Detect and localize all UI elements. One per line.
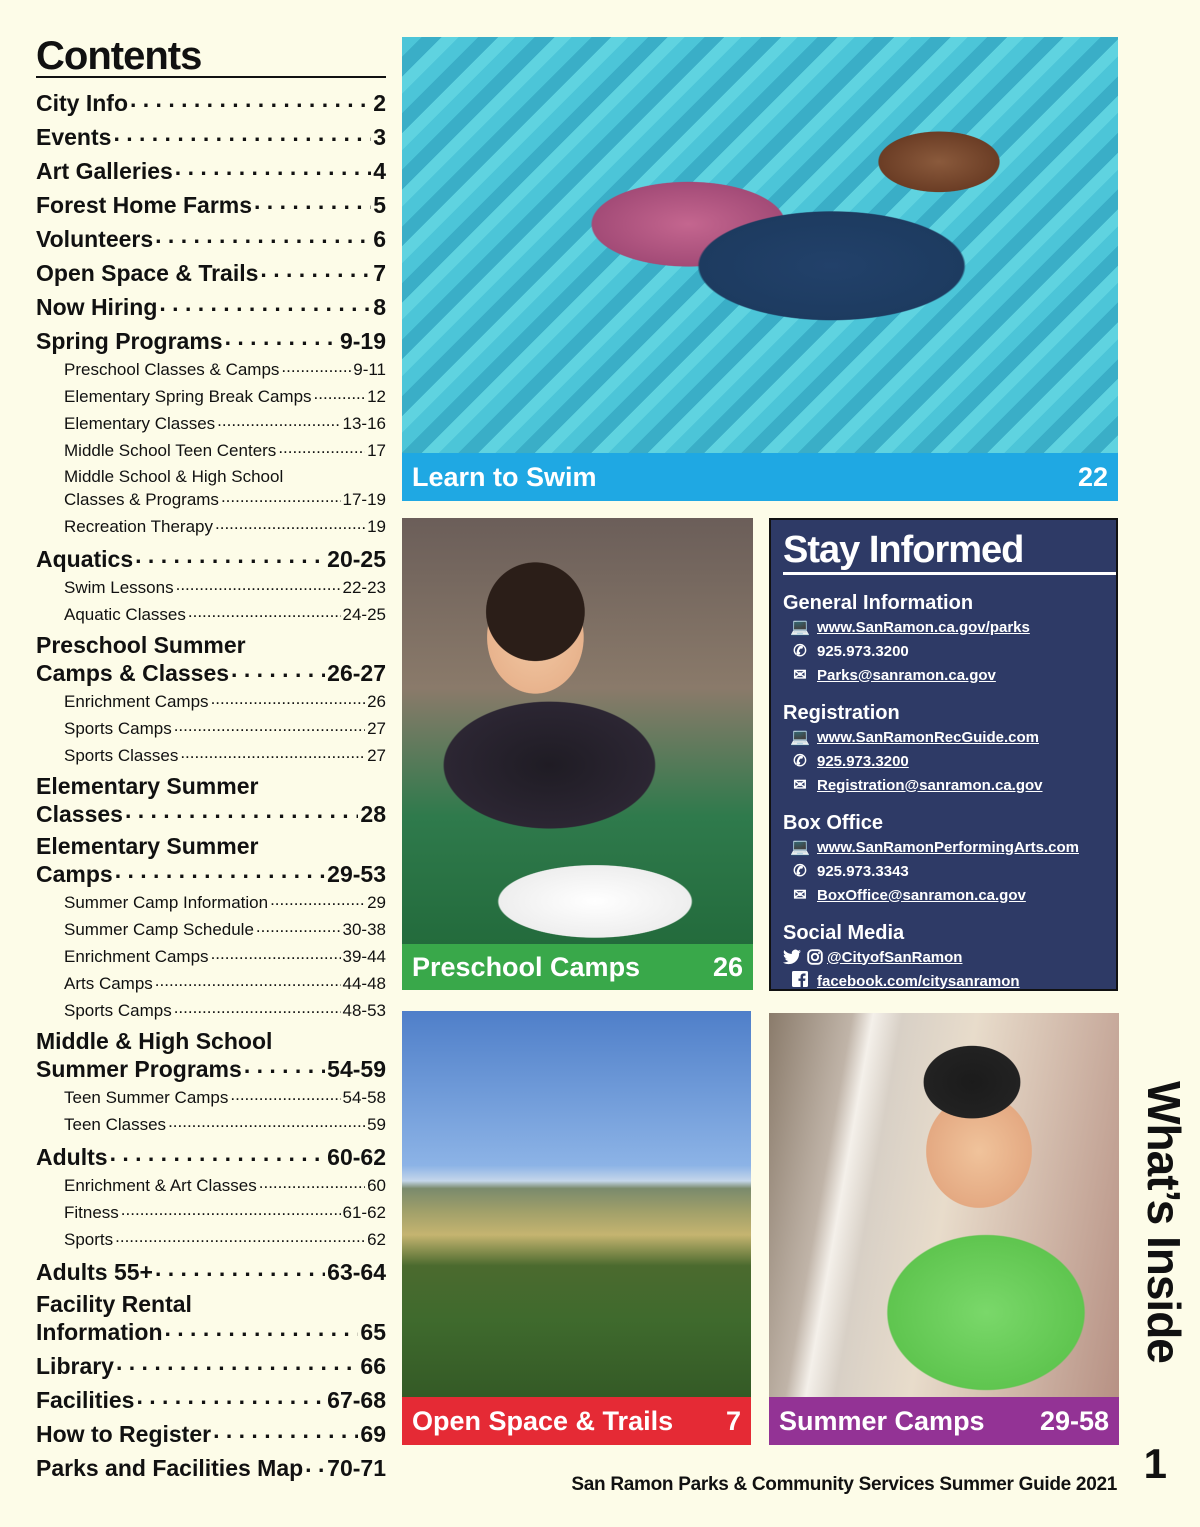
toc-subentry[interactable]	[36, 385, 386, 408]
laptop-icon: 💻	[790, 839, 810, 856]
toc-entry[interactable]	[36, 1257, 386, 1285]
toc-subentry[interactable]	[36, 972, 386, 995]
open-space-caption-page: 7	[725, 1405, 741, 1436]
toc-page: 60-62	[327, 1144, 386, 1170]
toc-label: Enrichment Camps	[64, 947, 209, 966]
toc-page: 70-71	[327, 1455, 386, 1481]
registration-website-link[interactable]: www.SanRamonRecGuide.com	[817, 728, 1039, 746]
open-space-caption	[402, 1397, 751, 1445]
toc-subentry[interactable]	[36, 918, 386, 941]
box-office-phone: 925.973.3343	[817, 862, 909, 880]
toc-page: 66	[360, 1353, 386, 1379]
general-website-link[interactable]: www.SanRamon.ca.gov/parks	[817, 618, 1030, 636]
toc-page: 48-53	[342, 1001, 386, 1020]
toc-label: Classes & Programs	[64, 490, 219, 509]
email-icon: ✉	[793, 887, 807, 904]
toc-subentry[interactable]	[36, 412, 386, 435]
general-email-row[interactable]	[783, 663, 1104, 687]
toc-page: 12	[367, 387, 386, 406]
toc-page: 28	[360, 801, 386, 827]
toc-page: 20-25	[327, 546, 386, 572]
toc-page: 9-11	[353, 360, 386, 379]
toc-label: Facility Rental	[36, 1291, 192, 1317]
footer-text: San Ramon Parks & Community Services Summer Guide 2021	[571, 1474, 1117, 1495]
summer-camps-panel[interactable]	[769, 1013, 1119, 1445]
toc-entry[interactable]	[36, 1453, 386, 1481]
registration-email-row[interactable]	[783, 773, 1104, 797]
swim-caption-label: Learn to Swim	[412, 461, 597, 492]
toc-label: Middle School Teen Centers	[64, 441, 277, 460]
toc-label: Sports Camps	[64, 1001, 172, 1020]
toc-label: City Info	[36, 90, 128, 116]
toc-page: 26	[367, 692, 386, 711]
toc-label: Recreation Therapy	[64, 517, 213, 536]
toc-entry[interactable]	[36, 156, 386, 184]
general-phone-row	[783, 639, 1104, 663]
open-space-caption-label: Open Space & Trails	[412, 1405, 674, 1436]
general-email-link[interactable]: Parks@sanramon.ca.gov	[817, 666, 996, 684]
toc-entry[interactable]	[36, 833, 386, 887]
toc-page: 65	[360, 1319, 386, 1345]
preschool-caption-page: 26	[712, 951, 743, 982]
toc-label: Teen Classes	[64, 1115, 167, 1134]
toc-subentry[interactable]	[36, 1228, 386, 1251]
toc-page: 17-19	[342, 490, 386, 509]
toc-page: 60	[367, 1176, 386, 1195]
toc-page: 7	[373, 260, 386, 286]
open-space-trails-panel[interactable]	[402, 1011, 751, 1445]
toc-subentry[interactable]	[36, 945, 386, 968]
registration-email-link[interactable]: Registration@sanramon.ca.gov	[817, 776, 1043, 794]
toc-entry[interactable]	[36, 1419, 386, 1447]
open-space-photo	[402, 1011, 751, 1397]
whats-inside-heading: What’s Inside	[1138, 1081, 1190, 1363]
laptop-icon: 💻	[790, 729, 810, 746]
toc-subentry[interactable]	[36, 1113, 386, 1136]
toc-entry[interactable]	[36, 544, 386, 572]
toc-page: 2	[373, 90, 386, 116]
toc-entry[interactable]	[36, 632, 386, 686]
toc-label: Aquatic Classes	[64, 605, 186, 624]
toc-label: Adults 55+	[36, 1259, 153, 1285]
toc-entry[interactable]	[36, 258, 386, 286]
toc-label: Summer Camp Information	[64, 893, 269, 912]
toc-label: Volunteers	[36, 226, 154, 252]
toc-entry[interactable]	[36, 1028, 386, 1082]
preschool-caption	[402, 944, 753, 990]
toc-subentry[interactable]	[36, 358, 386, 381]
box-office-email-link[interactable]: BoxOffice@sanramon.ca.gov	[817, 886, 1026, 904]
email-icon: ✉	[793, 777, 807, 794]
social-media-heading: Social Media	[783, 922, 905, 944]
toc-subentry[interactable]	[36, 717, 386, 740]
toc-label: Open Space & Trails	[36, 260, 259, 286]
toc-entry[interactable]	[36, 224, 386, 252]
toc-label: Fitness	[64, 1203, 119, 1222]
toc-entry[interactable]	[36, 292, 386, 320]
facebook-link[interactable]: facebook.com/citysanramon	[817, 972, 1020, 990]
toc-entry[interactable]	[36, 88, 386, 116]
toc-subentry[interactable]	[36, 1174, 386, 1197]
toc-label: Summer Camp Schedule	[64, 920, 254, 939]
box-office-heading: Box Office	[783, 812, 884, 834]
toc-label: Library	[36, 1353, 114, 1379]
social-handle-row[interactable]	[783, 945, 1104, 969]
social-handle-link[interactable]: @CityofSanRamon	[827, 948, 963, 966]
toc-page: 44-48	[342, 974, 386, 993]
toc-label: Adults	[36, 1144, 108, 1170]
box-office-website-link[interactable]: www.SanRamonPerformingArts.com	[817, 838, 1079, 856]
toc-label: Aquatics	[36, 546, 134, 572]
general-information-heading: General Information	[783, 592, 974, 614]
toc-label: Spring Programs	[36, 328, 223, 354]
toc-entry[interactable]	[36, 773, 386, 827]
phone-icon: ✆	[793, 863, 807, 880]
toc-page: 4	[373, 158, 386, 184]
toc-page: 59	[367, 1115, 386, 1134]
stay-informed-title: Stay Informed	[783, 530, 1116, 575]
box-office-email-row[interactable]	[783, 883, 1104, 907]
toc-page: 9-19	[339, 328, 386, 354]
toc-page: 27	[367, 746, 386, 765]
toc-page: 19	[367, 517, 386, 536]
toc-label: Swim Lessons	[64, 578, 174, 597]
toc-label: Enrichment Camps	[64, 692, 209, 711]
toc-label: Sports Camps	[64, 719, 172, 738]
toc-page: 29-53	[327, 861, 386, 887]
email-icon: ✉	[793, 667, 807, 684]
phone-icon: ✆	[793, 753, 807, 770]
summer-camps-photo	[769, 1013, 1119, 1397]
toc-label: Arts Camps	[64, 974, 153, 993]
page-number: 1	[1143, 1440, 1167, 1487]
toc-label: How to Register	[36, 1421, 212, 1447]
toc-entry[interactable]	[36, 1385, 386, 1413]
registration-website-row[interactable]	[783, 725, 1104, 749]
toc-label: Camps	[36, 861, 113, 887]
summer-camps-caption-page: 29-58	[1039, 1405, 1109, 1436]
toc-entry[interactable]	[36, 190, 386, 218]
toc-subentry[interactable]	[36, 439, 386, 462]
toc-label: Middle School & High School	[64, 467, 284, 486]
toc-entry[interactable]	[36, 326, 386, 354]
preschool-caption-label: Preschool Camps	[412, 951, 641, 982]
toc-label: Enrichment & Art Classes	[64, 1176, 257, 1195]
toc-page: 3	[373, 124, 386, 150]
toc-label: Parks and Facilities Map	[36, 1455, 304, 1481]
general-phone: 925.973.3200	[817, 642, 909, 660]
toc-entry[interactable]	[36, 1291, 386, 1345]
general-website-row[interactable]	[783, 615, 1104, 639]
toc-page: 13-16	[342, 414, 386, 433]
swim-photo	[402, 37, 1118, 453]
facebook-icon[interactable]	[792, 971, 808, 987]
box-office-phone-row	[783, 859, 1104, 883]
toc-subentry[interactable]	[36, 744, 386, 767]
swim-caption	[402, 453, 1118, 501]
preschool-camps-panel[interactable]	[402, 518, 753, 990]
toc-page: 27	[367, 719, 386, 738]
toc-label: Classes	[36, 801, 123, 827]
toc-entry[interactable]	[36, 1351, 386, 1379]
toc-label: Elementary Summer	[36, 773, 259, 799]
learn-to-swim-panel[interactable]	[402, 37, 1118, 501]
toc-label: Now Hiring	[36, 294, 158, 320]
box-office-website-row[interactable]	[783, 835, 1104, 859]
toc-subentry[interactable]	[36, 576, 386, 599]
contents-list	[36, 88, 386, 1481]
toc-label: Facilities	[36, 1387, 135, 1413]
instagram-icon[interactable]	[807, 949, 823, 965]
toc-label: Middle & High School	[36, 1028, 273, 1054]
stay-informed-box	[769, 518, 1118, 991]
registration-phone-link[interactable]: 925.973.3200	[817, 752, 909, 770]
toc-label: Sports	[64, 1230, 114, 1249]
toc-label: Teen Summer Camps	[64, 1088, 229, 1107]
toc-page: 17	[367, 441, 386, 460]
toc-label: Elementary Spring Break Camps	[64, 387, 312, 406]
toc-page: 67-68	[327, 1387, 386, 1413]
contents-title: Contents	[36, 36, 386, 78]
table-of-contents	[36, 36, 386, 1481]
preschool-photo	[402, 518, 753, 944]
toc-label: Camps & Classes	[36, 660, 230, 686]
toc-label: Preschool Classes & Camps	[64, 360, 280, 379]
toc-label: Summer Programs	[36, 1056, 242, 1082]
phone-icon: ✆	[793, 643, 807, 660]
toc-label: Elementary Summer	[36, 833, 259, 859]
toc-subentry[interactable]	[36, 690, 386, 713]
toc-page: 6	[373, 226, 386, 252]
toc-subentry[interactable]	[36, 515, 386, 538]
toc-label: Forest Home Farms	[36, 192, 253, 218]
toc-subentry[interactable]	[36, 1086, 386, 1109]
toc-page: 30-38	[342, 920, 386, 939]
twitter-icon[interactable]	[783, 949, 801, 965]
registration-heading: Registration	[783, 702, 900, 724]
toc-page: 63-64	[327, 1259, 386, 1285]
toc-page: 22-23	[342, 578, 386, 597]
toc-page: 61-62	[342, 1203, 386, 1222]
toc-subentry[interactable]	[36, 1201, 386, 1224]
summer-camps-caption-label: Summer Camps	[779, 1405, 985, 1436]
laptop-icon: 💻	[790, 619, 810, 636]
toc-page: 26-27	[327, 660, 386, 686]
toc-subentry[interactable]	[36, 999, 386, 1022]
toc-page: 69	[360, 1421, 386, 1447]
facebook-row[interactable]	[783, 969, 1104, 993]
toc-page: 8	[373, 294, 386, 320]
toc-subentry[interactable]	[36, 466, 386, 511]
toc-page: 39-44	[342, 947, 386, 966]
toc-label: Elementary Classes	[64, 414, 216, 433]
toc-page: 29	[367, 893, 386, 912]
toc-label: Preschool Summer	[36, 632, 246, 658]
toc-page: 24-25	[342, 605, 386, 624]
toc-subentry[interactable]	[36, 891, 386, 914]
toc-label: Information	[36, 1319, 163, 1345]
toc-label: Sports Classes	[64, 746, 179, 765]
toc-label: Events	[36, 124, 112, 150]
toc-entry[interactable]	[36, 122, 386, 150]
toc-page: 54-59	[327, 1056, 386, 1082]
toc-page: 62	[367, 1230, 386, 1249]
registration-phone-row[interactable]	[783, 749, 1104, 773]
toc-subentry[interactable]	[36, 603, 386, 626]
summer-camps-caption	[769, 1397, 1119, 1445]
swim-caption-page: 22	[1077, 461, 1108, 492]
toc-page: 54-58	[342, 1088, 386, 1107]
toc-page: 5	[373, 192, 386, 218]
toc-label: Art Galleries	[36, 158, 173, 184]
toc-entry[interactable]	[36, 1142, 386, 1170]
